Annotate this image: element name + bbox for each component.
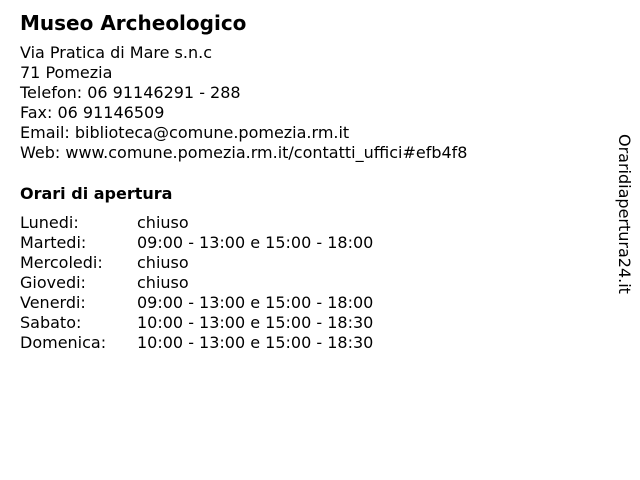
hours-time: chiuso bbox=[137, 253, 189, 272]
hours-day: Giovedi: bbox=[20, 273, 86, 292]
city-line: 71 Pomezia bbox=[20, 63, 113, 82]
hours-day: Mercoledi: bbox=[20, 253, 103, 272]
hours-time: chiuso bbox=[137, 273, 189, 292]
phone-line: Telefon: 06 91146291 - 288 bbox=[20, 83, 241, 102]
address-line: Via Pratica di Mare s.n.c bbox=[20, 43, 212, 62]
hours-day: Sabato: bbox=[20, 313, 82, 332]
email-line: Email: biblioteca@comune.pomezia.rm.it bbox=[20, 123, 350, 142]
hours-day: Domenica: bbox=[20, 333, 107, 352]
hours-time: 09:00 - 13:00 e 15:00 - 18:00 bbox=[137, 293, 374, 312]
hours-time: chiuso bbox=[137, 213, 189, 232]
web-line: Web: www.comune.pomezia.rm.it/contatti_uffici#efb4f8 bbox=[20, 143, 468, 162]
museum-name: Museo Archeologico bbox=[20, 11, 247, 35]
hours-day: Venerdi: bbox=[20, 293, 86, 312]
hours-time: 10:00 - 13:00 e 15:00 - 18:30 bbox=[137, 333, 374, 352]
contact-info bbox=[20, 43, 467, 163]
opening-hours-heading: Orari di apertura bbox=[20, 184, 173, 203]
fax-line: Fax: 06 91146509 bbox=[20, 103, 165, 122]
hours-time: 10:00 - 13:00 e 15:00 - 18:30 bbox=[137, 313, 374, 332]
site-watermark: Oraridiapertura24.it bbox=[615, 134, 634, 294]
hours-time: 09:00 - 13:00 e 15:00 - 18:00 bbox=[137, 233, 374, 252]
hours-day: Martedi: bbox=[20, 233, 87, 252]
hours-day: Lunedi: bbox=[20, 213, 79, 232]
